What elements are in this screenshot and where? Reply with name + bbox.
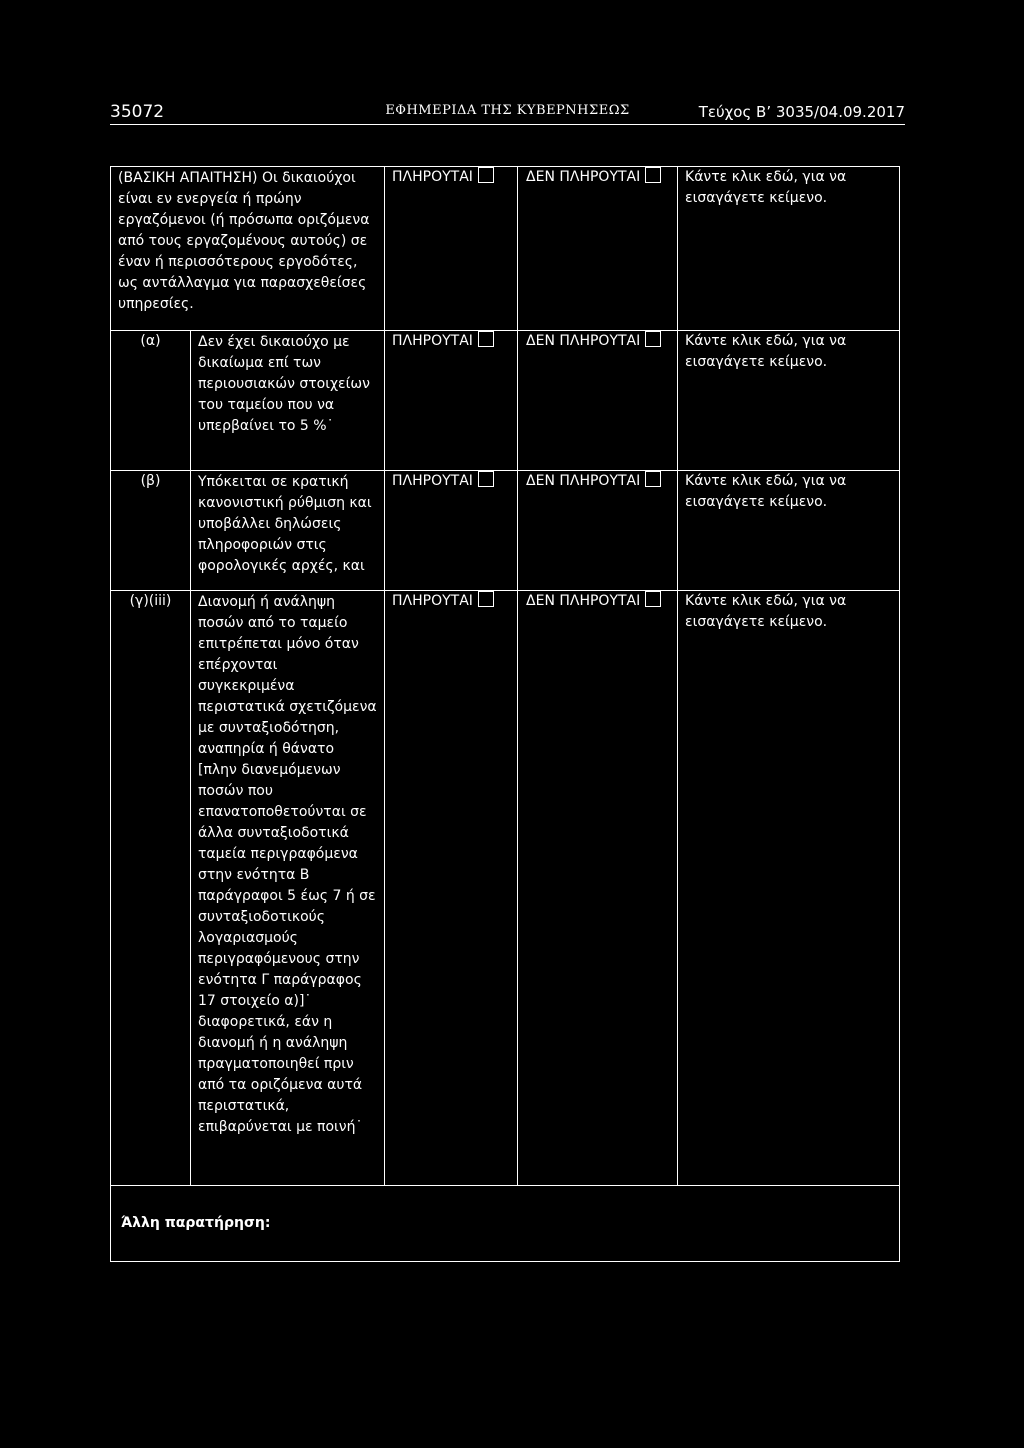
publication-title: ΕΦΗΜΕΡΙΔΑ ΤΗΣ ΚΥΒΕΡΝΗΣΕΩΣ xyxy=(385,103,630,118)
fulfilled-option[interactable] xyxy=(385,471,518,591)
checkbox[interactable] xyxy=(645,471,661,487)
checkbox[interactable] xyxy=(645,331,661,347)
fulfilled-label: ΠΛΗΡΟΥΤΑΙ xyxy=(392,593,473,609)
fulfilled-label: ΠΛΗΡΟΥΤΑΙ xyxy=(392,169,473,185)
table-row xyxy=(111,331,900,471)
requirement-text: Δεν έχει δικαιούχο με δικαίωμα επί των περιουσιακών στοιχείων του ταμείου που να υπερβαίνει το 5 %˙ xyxy=(191,331,385,471)
not-fulfilled-label: ΔΕΝ ΠΛΗΡΟΥΤΑΙ xyxy=(526,593,641,609)
checkbox[interactable] xyxy=(645,167,661,183)
checkbox[interactable] xyxy=(478,331,494,347)
fulfilled-label: ΠΛΗΡΟΥΤΑΙ xyxy=(392,473,473,489)
not-fulfilled-option[interactable] xyxy=(518,471,678,591)
checkbox[interactable] xyxy=(478,167,494,183)
fulfilled-option[interactable] xyxy=(385,591,518,1186)
other-remark-field[interactable] xyxy=(111,1186,900,1262)
note-field[interactable]: Κάντε κλικ εδώ, για να εισαγάγετε κείμενο. xyxy=(678,167,900,331)
table-row xyxy=(111,471,900,591)
table-row xyxy=(111,591,900,1186)
checkbox[interactable] xyxy=(645,591,661,607)
not-fulfilled-label: ΔΕΝ ΠΛΗΡΟΥΤΑΙ xyxy=(526,333,641,349)
note-field[interactable]: Κάντε κλικ εδώ, για να εισαγάγετε κείμενο. xyxy=(678,331,900,471)
page-header xyxy=(110,100,905,125)
not-fulfilled-label: ΔΕΝ ΠΛΗΡΟΥΤΑΙ xyxy=(526,169,641,185)
requirements-table xyxy=(110,166,900,1262)
page-number: 35072 xyxy=(110,102,165,122)
row-label: (β) xyxy=(111,471,191,591)
issue-info: Τεύχος Β’ 3035/04.09.2017 xyxy=(698,103,905,121)
fulfilled-option[interactable] xyxy=(385,331,518,471)
fulfilled-label: ΠΛΗΡΟΥΤΑΙ xyxy=(392,333,473,349)
not-fulfilled-option[interactable] xyxy=(518,591,678,1186)
requirement-text: Υπόκειται σε κρατική κανονιστική ρύθμιση και υποβάλλει δηλώσεις πληροφοριών στις φορολογικές αρχές, και xyxy=(191,471,385,591)
not-fulfilled-option[interactable] xyxy=(518,167,678,331)
requirement-text: Διανομή ή ανάληψη ποσών από το ταμείο επιτρέπεται μόνο όταν επέρχονται συγκεκριμένα περιστατικά σχετιζόμενα με συνταξιοδότηση, αναπηρία ή θάνατο [πλην διανεμόμενων ποσών που επανατοποθετούνται σε άλλα συνταξιοδοτικά ταμεία περιγραφόμενα στην ενότητα Β παράγραφοι 5 έως 7 ή σε συνταξιοδοτικούς λογαριασμούς περιγραφόμενους στην ενότητα Γ παράγραφος 17 στοιχείο α)]˙ διαφορετικά, εάν η διανομή ή η ανάληψη πραγματοποιηθεί πριν από τα οριζόμενα αυτά περιστατικά, επιβαρύνεται με ποινή˙ xyxy=(191,591,385,1186)
fulfilled-option[interactable] xyxy=(385,167,518,331)
other-remark-label: Άλλη παρατήρηση: xyxy=(121,1215,271,1231)
not-fulfilled-label: ΔΕΝ ΠΛΗΡΟΥΤΑΙ xyxy=(526,473,641,489)
note-field[interactable]: Κάντε κλικ εδώ, για να εισαγάγετε κείμενο. xyxy=(678,471,900,591)
checkbox[interactable] xyxy=(478,471,494,487)
table-row xyxy=(111,167,900,331)
table-row xyxy=(111,1186,900,1262)
note-field[interactable]: Κάντε κλικ εδώ, για να εισαγάγετε κείμενο. xyxy=(678,591,900,1186)
row-label: (γ)(iii) xyxy=(111,591,191,1186)
requirement-text: (ΒΑΣΙΚΗ ΑΠΑΙΤΗΣΗ) Οι δικαιούχοι είναι εν ενεργεία ή πρώην εργαζόμενοι (ή πρόσωπα οριζόμενα από τους εργαζομένους αυτούς) σε έναν ή περισσότερους εργοδότες, ως αντάλλαγμα για παρασχεθείσες υπηρεσίες. xyxy=(111,167,385,331)
checkbox[interactable] xyxy=(478,591,494,607)
row-label: (α) xyxy=(111,331,191,471)
not-fulfilled-option[interactable] xyxy=(518,331,678,471)
